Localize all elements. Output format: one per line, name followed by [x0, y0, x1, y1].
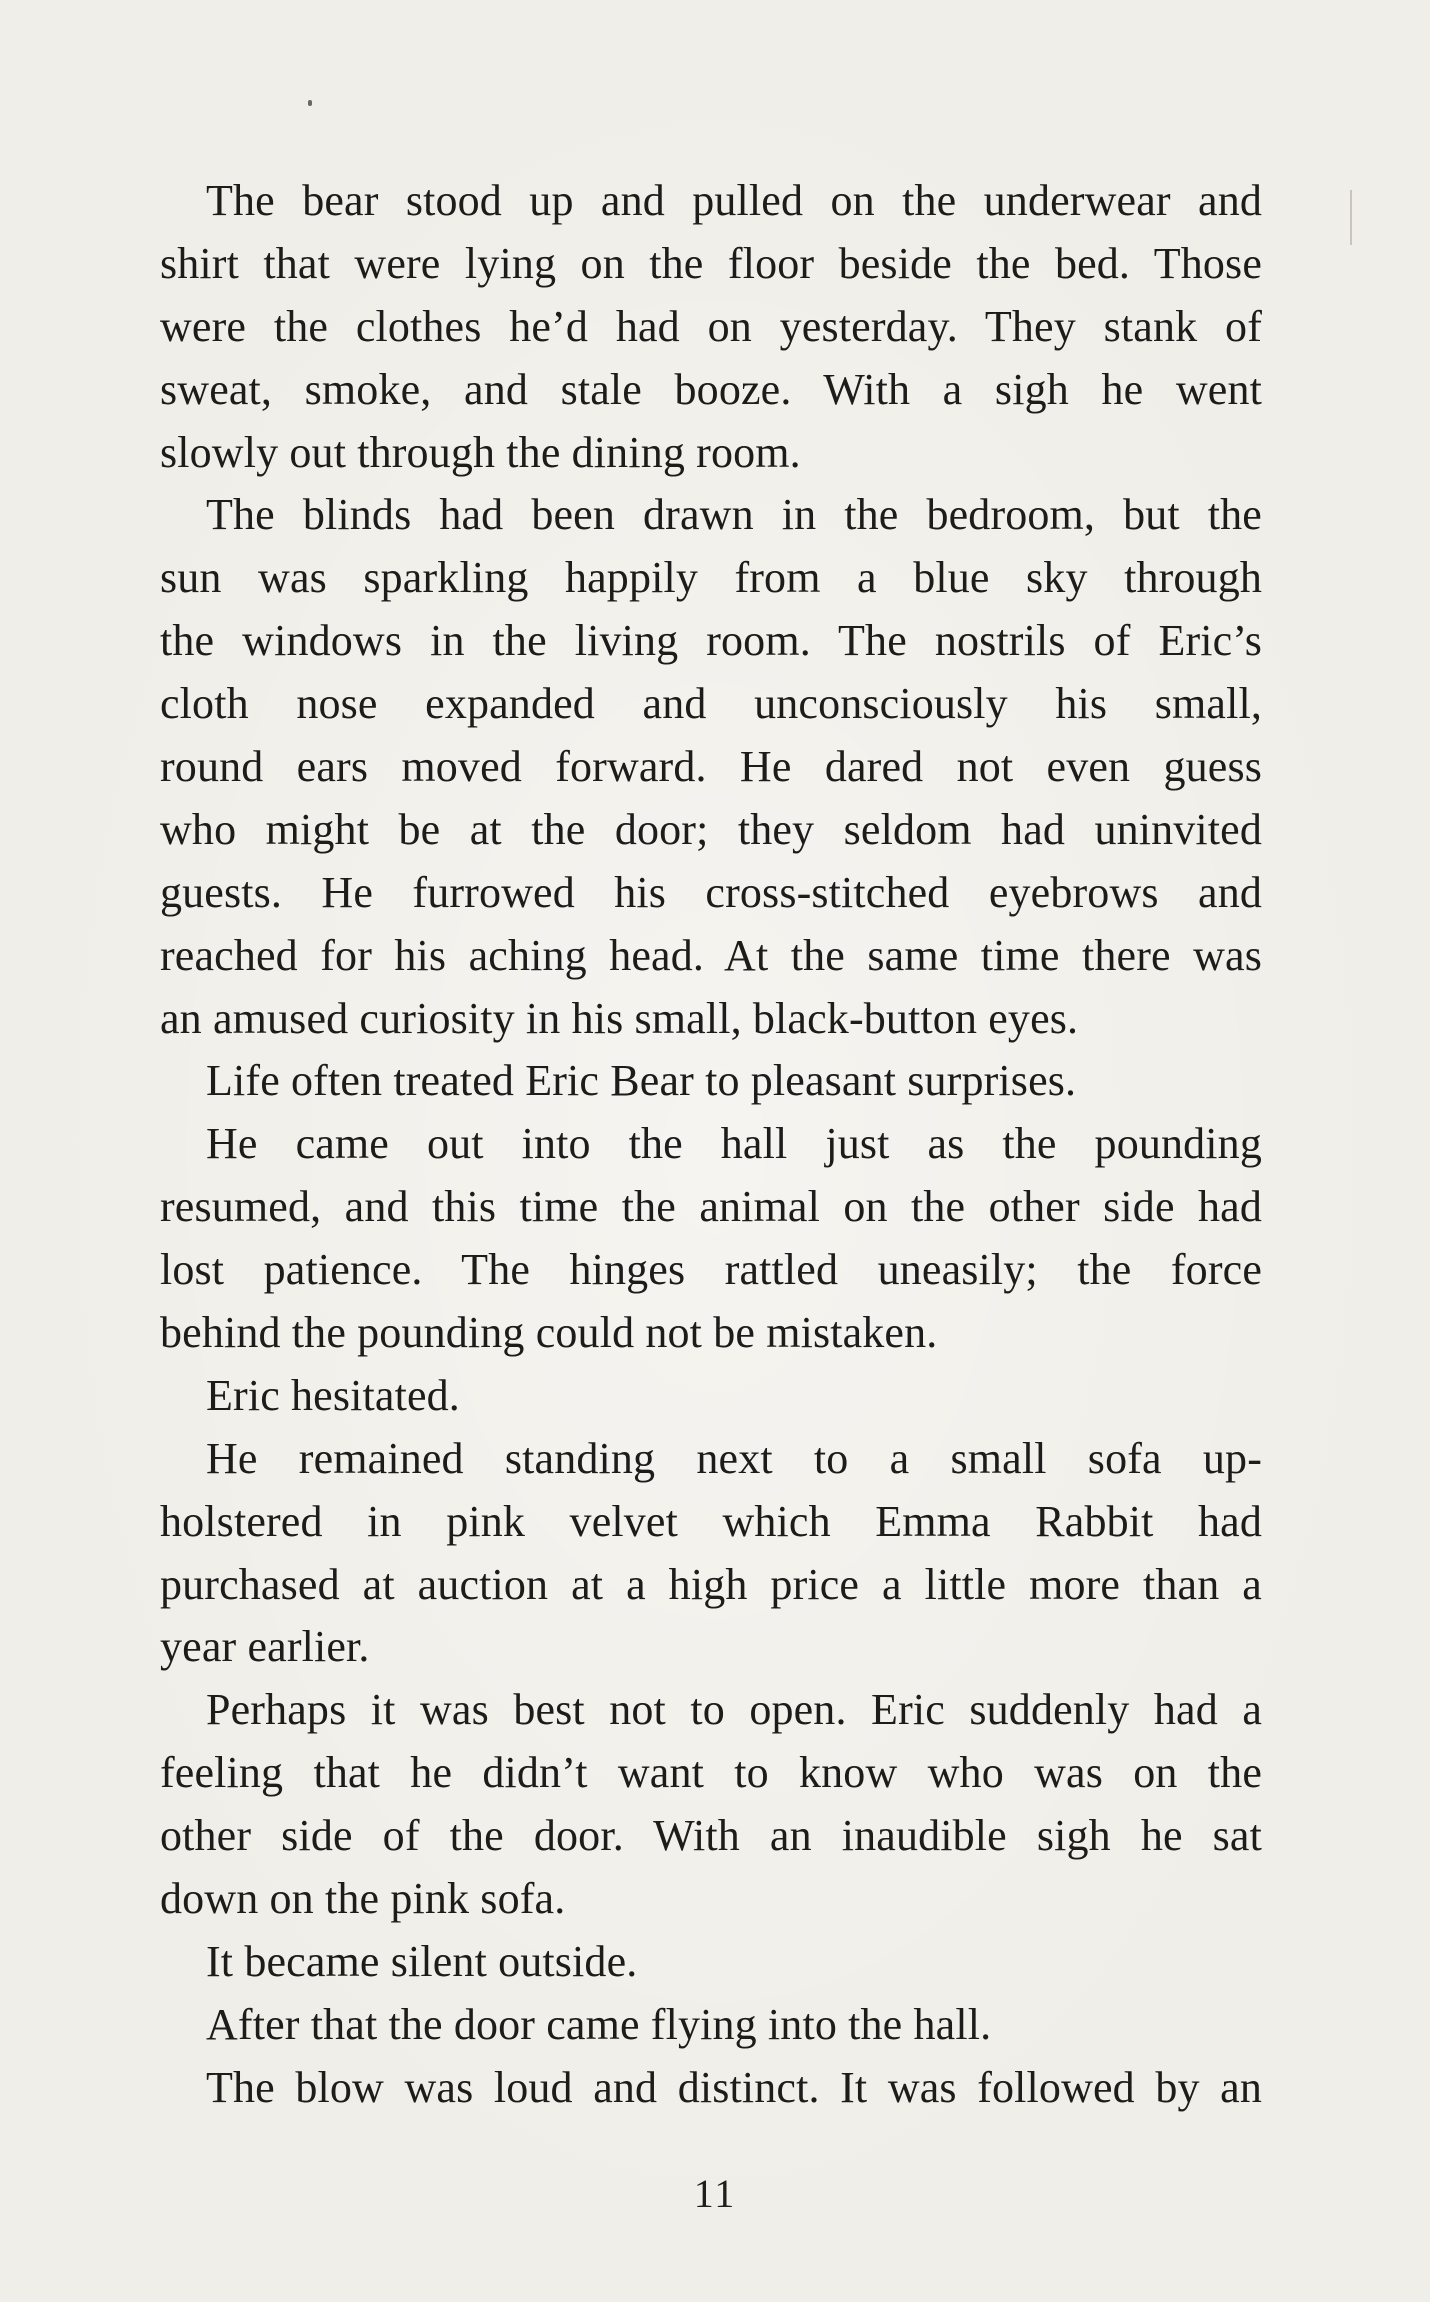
text-line: He remained standing next to a small sofa up-: [206, 1433, 1262, 1483]
text-line: Life often treated Eric Bear to pleasant surprises.: [206, 1056, 1077, 1106]
text-line: down on the pink sofa.: [160, 1874, 566, 1924]
text-line: He came out into the hall just as the pounding: [206, 1119, 1262, 1169]
bleed-through-mark: [1350, 190, 1352, 245]
text-line: purchased at auction at a high price a little more than a: [160, 1559, 1262, 1609]
print-speck: [308, 100, 312, 106]
text-line: shirt that were lying on the floor beside the bed. Those: [160, 238, 1262, 288]
text-line: The blinds had been drawn in the bedroom, but the: [206, 490, 1262, 540]
text-line: behind the pounding could not be mistaken.: [160, 1308, 938, 1358]
text-line: Perhaps it was best not to open. Eric suddenly had a: [206, 1685, 1262, 1735]
text-line: the windows in the living room. The nostrils of Eric’s: [160, 616, 1262, 666]
text-line: were the clothes he’d had on yesterday. They stank of: [160, 301, 1262, 351]
text-line: sweat, smoke, and stale booze. With a sigh he went: [160, 364, 1262, 414]
text-line: Eric hesitated.: [206, 1370, 460, 1420]
text-line: lost patience. The hinges rattled uneasily; the force: [160, 1245, 1262, 1295]
text-line: slowly out through the dining room.: [160, 427, 801, 477]
text-line: holstered in pink velvet which Emma Rabbit had: [160, 1496, 1262, 1546]
body-text: [160, 170, 1262, 2120]
page-number: 11: [693, 2171, 737, 2216]
text-line: year earlier.: [160, 1622, 370, 1672]
text-line: round ears moved forward. He dared not even guess: [160, 742, 1262, 792]
text-line: After that the door came flying into the hall.: [206, 1999, 992, 2049]
text-line: who might be at the door; they seldom had uninvited: [160, 804, 1262, 854]
text-line: feeling that he didn’t want to know who was on the: [160, 1748, 1262, 1798]
text-line: The blow was loud and distinct. It was followed by an: [206, 2062, 1262, 2112]
text-line: guests. He furrowed his cross-stitched eyebrows and: [160, 867, 1262, 917]
text-line: sun was sparkling happily from a blue sky through: [160, 553, 1262, 603]
text-line: resumed, and this time the animal on the other side had: [160, 1182, 1262, 1232]
text-line: It became silent outside.: [206, 1936, 638, 1986]
text-line: an amused curiosity in his small, black-button eyes.: [160, 993, 1079, 1043]
text-line: The bear stood up and pulled on the underwear and: [206, 176, 1262, 225]
text-line: reached for his aching head. At the same time there was: [160, 930, 1262, 980]
text-line: other side of the door. With an inaudible sigh he sat: [160, 1811, 1262, 1861]
text-line: cloth nose expanded and unconsciously his small,: [160, 679, 1262, 729]
